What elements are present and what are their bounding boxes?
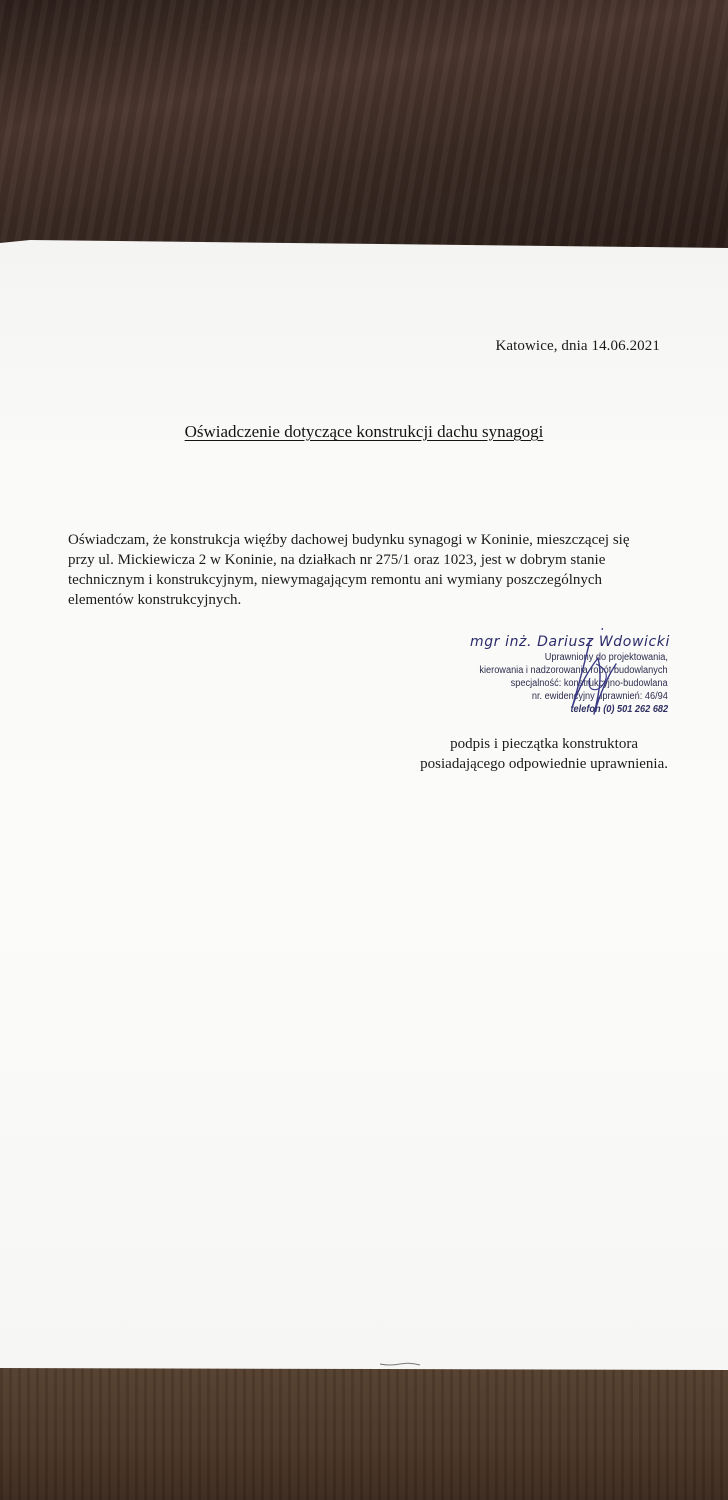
engineer-stamp <box>440 628 680 724</box>
stamp-line-3: specjalność: konstrukcyjno-budowlana <box>510 678 668 689</box>
statement-body <box>68 530 668 610</box>
stamp-line-4: nr. ewidencyjny uprawnień: 46/94 <box>531 691 668 702</box>
wooden-table-top <box>0 0 728 250</box>
wooden-table-bottom <box>0 1368 728 1500</box>
handwritten-signature <box>440 628 680 724</box>
document-title <box>0 422 728 442</box>
statement-line-4: elementów konstrukcyjnych. <box>68 592 242 608</box>
stamp-line-1: Uprawniony do projektowania, <box>544 652 668 663</box>
caption-line-1: podpis i pieczątka konstruktora <box>450 736 639 752</box>
caption-line-2: posiadającego odpowiednie uprawnienia. <box>420 756 668 772</box>
stamp-line-2: kierowania i nadzorowania robót budowlanych <box>479 665 668 676</box>
document-title-text: Oświadczenie dotyczące konstrukcji dachu synagogi <box>184 422 544 441</box>
statement-line-1: Oświadczam, że konstrukcja więźby dachowej budynku synagogi w Koninie, mieszczącej się <box>68 532 630 548</box>
statement-line-3: technicznym i konstrukcyjnym, niewymagającym remontu ani wymiany poszczególnych <box>68 572 603 588</box>
paper-sheet <box>0 240 728 1370</box>
stamp-line-5: telefon (0) 501 262 682 <box>570 704 668 715</box>
stamp-engineer-name: mgr inż. Dariusz Wdowicki <box>469 634 670 650</box>
statement-line-2: przy ul. Mickiewicza 2 w Koninie, na działkach nr 275/1 oraz 1023, jest w dobrym stanie <box>68 552 606 568</box>
place-and-date: Katowice, dnia 14.06.2021 <box>495 338 660 354</box>
signature-caption <box>420 734 668 774</box>
paper-edge-mark <box>378 1360 428 1368</box>
